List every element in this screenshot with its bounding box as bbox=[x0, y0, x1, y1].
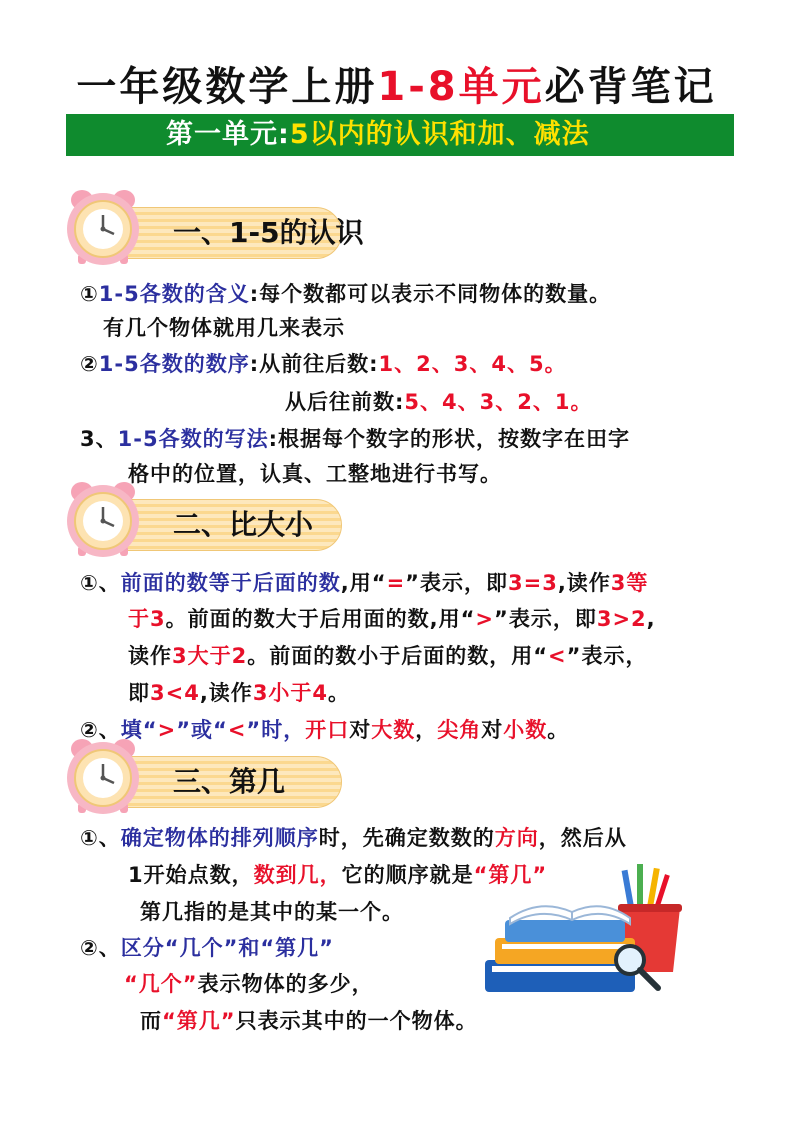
sequence: 5、4、3、2、1。 bbox=[404, 390, 593, 414]
section-header-1 bbox=[62, 186, 364, 268]
text: 对 bbox=[349, 718, 372, 742]
clock-icon bbox=[62, 478, 144, 560]
text: 第几指的是其中的某一个。 bbox=[140, 900, 404, 924]
item-number: ②、 bbox=[80, 718, 121, 742]
s1-line-3 bbox=[80, 348, 567, 378]
text: ”表示，即 bbox=[405, 571, 508, 595]
s1-line-1 bbox=[80, 278, 611, 308]
text: ,读作 bbox=[557, 571, 611, 595]
clock-icon bbox=[62, 186, 144, 268]
s1-line-2 bbox=[103, 312, 345, 342]
s2-line-3 bbox=[128, 640, 647, 670]
reading: 3等 bbox=[610, 571, 649, 595]
unit-banner bbox=[66, 114, 734, 156]
section-header-3 bbox=[62, 735, 352, 817]
equation: 3<4 bbox=[150, 681, 200, 705]
s3-line-6 bbox=[140, 1005, 478, 1035]
text: 而 bbox=[140, 1009, 162, 1033]
title-part2: 1-8单元 bbox=[377, 64, 545, 110]
highlight: “几个” bbox=[124, 972, 198, 996]
text: 。 bbox=[547, 718, 570, 742]
symbol: < bbox=[548, 644, 567, 668]
text: 格中的位置，认真、工整地进行书写。 bbox=[128, 462, 502, 486]
term: 确定物体的排列顺序 bbox=[120, 826, 319, 850]
term: 1-5各数的数序 bbox=[98, 352, 250, 376]
text: :从前往后数: bbox=[249, 352, 379, 376]
section-heading: 一、1-5的认识 bbox=[173, 216, 364, 249]
s1-line-5 bbox=[80, 423, 630, 453]
text: 1开始点数， bbox=[128, 863, 254, 887]
s3-line-5 bbox=[124, 968, 374, 998]
s2-line-2 bbox=[128, 603, 656, 633]
text: 读作 bbox=[128, 644, 172, 668]
text: 即 bbox=[128, 681, 150, 705]
text: 有几个物体就用几来表示 bbox=[103, 316, 345, 340]
highlight: 大数 bbox=[371, 718, 416, 742]
text: 。前面的数小于后面的数，用“ bbox=[247, 644, 549, 668]
equation: 3=3 bbox=[507, 571, 558, 595]
text: :每个数都可以表示不同物体的数量。 bbox=[249, 282, 612, 306]
text: ,用“ bbox=[340, 571, 387, 595]
term: 1-5各数的含义 bbox=[98, 282, 250, 306]
item-number: ①、 bbox=[80, 571, 121, 595]
section-heading: 三、第几 bbox=[173, 765, 286, 798]
term: 1-5各数的写法 bbox=[117, 427, 269, 451]
text: 它的顺序就是 bbox=[341, 863, 474, 887]
section-heading: 二、比大小 bbox=[173, 508, 314, 541]
symbol: < bbox=[227, 718, 247, 742]
term: 填“ bbox=[120, 718, 158, 742]
highlight: “第几” bbox=[473, 863, 548, 887]
symbol: = bbox=[386, 571, 406, 595]
text: 对 bbox=[481, 718, 504, 742]
s3-line-3 bbox=[140, 896, 404, 926]
text: ”表示，即 bbox=[494, 607, 597, 631]
highlight: 小数 bbox=[503, 718, 548, 742]
title-part3: 必背笔记 bbox=[544, 64, 717, 110]
text: , bbox=[646, 607, 656, 631]
text: ”表示， bbox=[566, 644, 648, 668]
s3-line-4 bbox=[80, 932, 334, 962]
books-icon bbox=[480, 860, 695, 1010]
reading: 3大于2 bbox=[172, 644, 248, 668]
text: :根据每个数字的形状，按数字在田字 bbox=[268, 427, 630, 451]
s1-line-4 bbox=[285, 386, 592, 416]
equation: 3>2 bbox=[596, 607, 647, 631]
highlight: 尖角 bbox=[437, 718, 482, 742]
page-title bbox=[0, 55, 793, 112]
term: ”时， bbox=[246, 718, 306, 742]
highlight: 方向 bbox=[494, 826, 539, 850]
item-number: ①、 bbox=[80, 826, 121, 850]
item-number: ② bbox=[80, 352, 99, 376]
text: 。前面的数大于后用面的数,用“ bbox=[165, 607, 476, 631]
term: ”或“ bbox=[176, 718, 228, 742]
symbol: > bbox=[157, 718, 177, 742]
s2-line-4 bbox=[128, 677, 350, 707]
highlight: 数到几， bbox=[253, 863, 342, 887]
reading: 于3 bbox=[128, 607, 166, 631]
unit-topic: 5以内的认识和加、减法 bbox=[289, 119, 590, 150]
text: 只表示其中的一个物体。 bbox=[235, 1009, 478, 1033]
unit-label: 第一单元: bbox=[166, 119, 290, 150]
reading: 3小于4 bbox=[252, 681, 329, 705]
item-number: 3、 bbox=[80, 427, 118, 451]
text: 时，先确定数数的 bbox=[318, 826, 495, 850]
text: 。 bbox=[328, 681, 351, 705]
title-part1: 一年级数学上册 bbox=[76, 64, 378, 110]
clock-icon bbox=[62, 735, 144, 817]
text: ， bbox=[415, 718, 438, 742]
s2-line-1 bbox=[80, 567, 648, 597]
symbol: > bbox=[475, 607, 495, 631]
highlight: “第几” bbox=[162, 1009, 236, 1033]
highlight: 开口 bbox=[305, 718, 350, 742]
section-header-2 bbox=[62, 478, 352, 560]
item-number: ②、 bbox=[80, 936, 121, 960]
text: 从后往前数: bbox=[285, 390, 405, 414]
term: 前面的数等于后面的数 bbox=[120, 571, 341, 595]
text: ，然后从 bbox=[538, 826, 627, 850]
text: ,读作 bbox=[199, 681, 253, 705]
sequence: 1、2、3、4、5。 bbox=[378, 352, 567, 376]
item-number: ① bbox=[80, 282, 99, 306]
s3-line-1 bbox=[80, 822, 627, 852]
term: 区分“几个”和“第几” bbox=[120, 936, 334, 960]
text: 表示物体的多少， bbox=[197, 972, 374, 996]
